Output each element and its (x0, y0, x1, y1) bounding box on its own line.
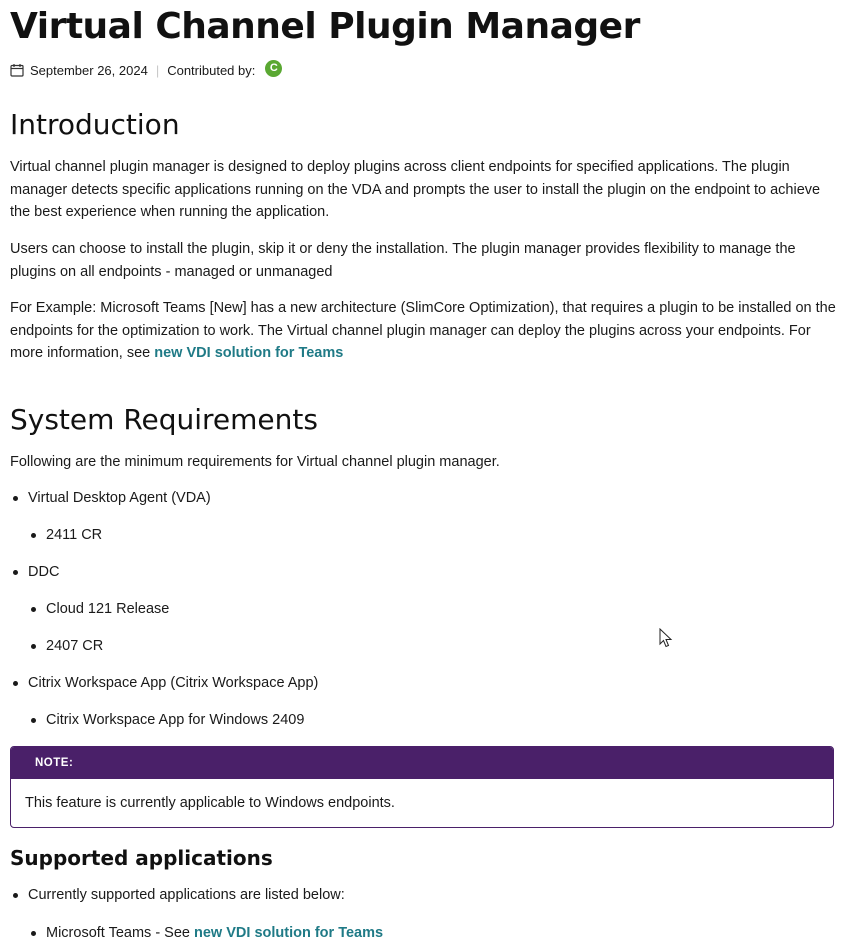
list-item (28, 673, 318, 693)
bullet (31, 644, 36, 649)
sub-list-item-label: Citrix Workspace App for Windows 2409 (46, 712, 305, 728)
introduction-heading: Introduction (10, 108, 180, 141)
list-item (28, 488, 211, 508)
list-item-label: Citrix Workspace App (Citrix Workspace App) (28, 675, 319, 691)
page-title: Virtual Channel Plugin Manager (10, 6, 640, 47)
list-item-label: Virtual Desktop Agent (VDA) (28, 490, 211, 506)
vdi-teams-link[interactable]: new VDI solution for Teams (194, 925, 384, 941)
supported-applications-heading: Supported applications (10, 846, 273, 870)
bullet (13, 893, 18, 898)
contributor-avatar[interactable]: C (265, 60, 282, 77)
bullet (13, 496, 18, 501)
sub-list-item-label: 2407 CR (46, 638, 104, 654)
article-meta (10, 59, 282, 81)
intro-paragraph-3-text: For Example: Microsoft Teams [New] has a new architecture (SlimCore Optimization), that requires a plugin to be installed on the endpoints for the optimization to work. The Virtual channel plugin manager can deploy the plugins across your endpoints. For more information, see (10, 300, 836, 361)
sub-list-item-label: Microsoft Teams - See (46, 925, 195, 941)
bullet (31, 931, 36, 936)
list-item (28, 885, 345, 905)
list-item-label: Currently supported applications are listed below: (28, 887, 345, 903)
note-box (10, 746, 834, 828)
intro-paragraph-2: Users can choose to install the plugin, skip it or deny the installation. The plugin manager provides flexibility to manage the plugins on all endpoints - managed or unmanaged (10, 241, 796, 280)
requirements-intro: Following are the minimum requirements for Virtual channel plugin manager. (10, 454, 500, 470)
note-text: This feature is currently applicable to Windows endpoints. (25, 795, 395, 811)
publish-date: September 26, 2024 (30, 62, 148, 78)
sub-list-item (46, 525, 102, 545)
sub-list-item (46, 923, 383, 943)
system-requirements-heading: System Requirements (10, 403, 318, 436)
vdi-teams-link[interactable]: new VDI solution for Teams (154, 345, 344, 361)
list-item-label: DDC (28, 564, 60, 580)
contributed-by-label: Contributed by: (167, 62, 256, 78)
bullet (13, 570, 18, 575)
sub-list-item-label: Cloud 121 Release (46, 601, 170, 617)
bullet (31, 718, 36, 723)
list-item (28, 562, 59, 582)
bullet (31, 533, 36, 538)
sub-list-item (46, 710, 304, 730)
bullet (31, 607, 36, 612)
mouse-pointer-icon (659, 628, 673, 648)
sub-list-item (46, 599, 169, 619)
bullet (13, 681, 18, 686)
intro-paragraph-3 (10, 297, 836, 365)
intro-paragraph-1: Virtual channel plugin manager is designed to deploy plugins across client endpoints for specified applications. The plugin manager detects specific applications running on the VDA and prompts the user to install the plugin on the endpoint to achieve the best experience when running the application. (10, 159, 821, 220)
sub-list-item-label: 2411 CR (46, 527, 103, 543)
meta-separator: | (155, 62, 160, 78)
note-label: NOTE: (11, 747, 833, 779)
sub-list-item (46, 636, 103, 656)
calendar-icon (10, 63, 24, 77)
